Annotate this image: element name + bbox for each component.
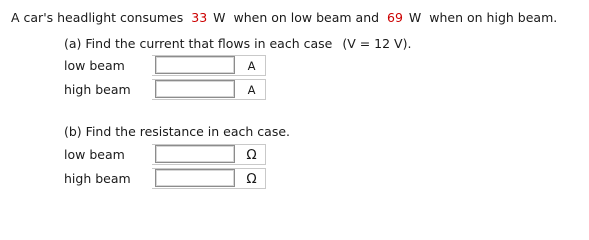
part-a-low-beam-input[interactable] — [155, 56, 235, 74]
power-unit-low: W — [213, 10, 226, 25]
part-a-high-beam-unit: A — [238, 79, 266, 100]
problem-intro: A car's headlight consumes — [11, 10, 184, 25]
low-beam-power: 33 — [191, 10, 208, 25]
voltage-given: (V = 12 V). — [342, 36, 412, 51]
part-a-prompt: (a) Find the current that flows in each case (V = 12 V). — [64, 36, 412, 51]
problem-ending: when on high beam. — [429, 10, 558, 25]
part-a-high-beam-label: high beam — [64, 82, 131, 97]
part-b-low-beam-label: low beam — [64, 147, 125, 162]
problem-statement — [11, 10, 557, 25]
part-a-low-beam-label: low beam — [64, 58, 125, 73]
part-b-prompt: (b) Find the resistance in each case. — [64, 124, 291, 139]
part-b-high-beam-input[interactable] — [155, 169, 235, 187]
part-b-high-beam-unit: Ω — [238, 168, 266, 189]
problem-middle: when on low beam and — [233, 10, 380, 25]
high-beam-power: 69 — [387, 10, 403, 25]
power-unit-high: W — [408, 10, 422, 25]
part-a-low-beam-unit: A — [238, 55, 266, 76]
part-b-high-beam-label: high beam — [64, 171, 131, 186]
part-b-low-beam-unit: Ω — [238, 144, 266, 165]
part-b-low-beam-input[interactable] — [155, 145, 235, 163]
part-a-high-beam-input[interactable] — [155, 80, 235, 98]
